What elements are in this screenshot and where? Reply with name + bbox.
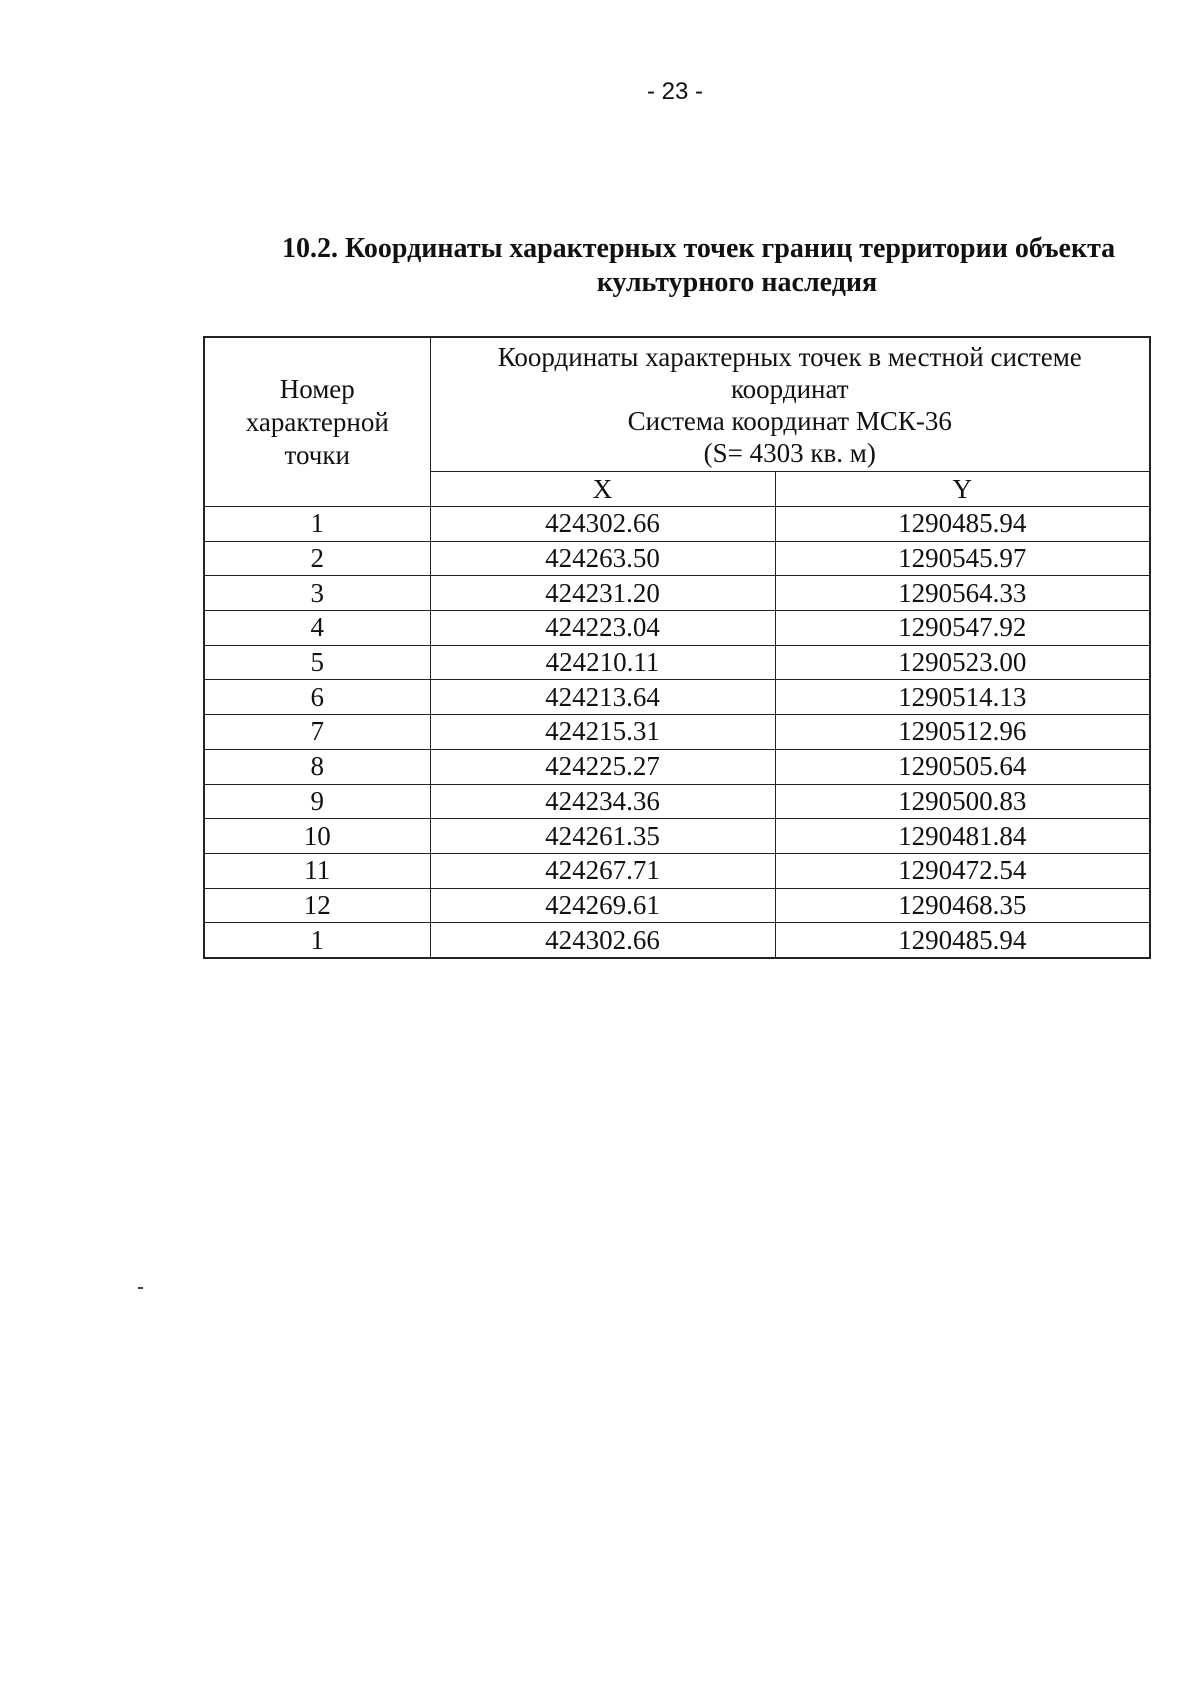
x-coordinate-cell: 424302.66	[430, 507, 775, 542]
point-number-cell: 4	[204, 611, 430, 646]
x-coordinate-cell: 424302.66	[430, 923, 775, 958]
table-row	[204, 611, 1150, 646]
header-point-line: характерной	[245, 406, 389, 437]
header-coordinates	[430, 337, 1150, 472]
heading-line-1: 10.2. Координаты характерных точек границ территории объекта	[282, 233, 1116, 264]
point-number-cell: 1	[204, 507, 430, 542]
y-coordinate-cell: 1290468.35	[775, 888, 1150, 923]
page-number: - 23 -	[646, 78, 703, 105]
y-coordinate-cell: 1290547.92	[775, 611, 1150, 646]
x-coordinate-cell: 424269.61	[430, 888, 775, 923]
x-coordinate-cell: 424261.35	[430, 819, 775, 854]
point-number-cell: 3	[204, 576, 430, 611]
point-number-cell: 11	[204, 853, 430, 888]
x-coordinate-cell: 424234.36	[430, 784, 775, 819]
y-coordinate-cell: 1290485.94	[775, 507, 1150, 542]
header-point-line: точки	[284, 439, 350, 470]
point-number-cell: 7	[204, 715, 430, 750]
header-coords-line: координат	[730, 373, 849, 404]
x-coordinate-cell: 424215.31	[430, 715, 775, 750]
y-coordinate-cell: 1290472.54	[775, 853, 1150, 888]
table-row	[204, 541, 1150, 576]
table-row	[204, 749, 1150, 784]
x-coordinate-cell: 424267.71	[430, 853, 775, 888]
point-number-cell: 2	[204, 541, 430, 576]
table-row	[204, 507, 1150, 542]
x-coordinate-cell: 424213.64	[430, 680, 775, 715]
header-coords-line: Координаты характерных точек в местной системе	[497, 341, 1082, 372]
x-coordinate-cell: 424263.50	[430, 541, 775, 576]
x-coordinate-cell: 424210.11	[430, 645, 775, 680]
y-coordinate-cell: 1290564.33	[775, 576, 1150, 611]
stray-mark	[138, 1287, 143, 1289]
x-coordinate-cell: 424231.20	[430, 576, 775, 611]
header-point-number	[204, 337, 430, 507]
point-number-cell: 5	[204, 645, 430, 680]
y-coordinate-cell: 1290512.96	[775, 715, 1150, 750]
y-coordinate-cell: 1290514.13	[775, 680, 1150, 715]
point-number-cell: 6	[204, 680, 430, 715]
header-y: Y	[775, 472, 1150, 507]
header-coords-line: Система координат МСК-36	[627, 405, 952, 436]
point-number-cell: 10	[204, 819, 430, 854]
y-coordinate-cell: 1290481.84	[775, 819, 1150, 854]
point-number-cell: 12	[204, 888, 430, 923]
point-number-cell: 8	[204, 749, 430, 784]
y-coordinate-cell: 1290485.94	[775, 923, 1150, 958]
table-row	[204, 819, 1150, 854]
x-coordinate-cell: 424223.04	[430, 611, 775, 646]
table-row	[204, 576, 1150, 611]
section-heading	[282, 232, 1162, 300]
table-row	[204, 680, 1150, 715]
table-row	[204, 645, 1150, 680]
y-coordinate-cell: 1290523.00	[775, 645, 1150, 680]
header-coords-line: (S= 4303 кв. м)	[703, 437, 876, 468]
table-row	[204, 888, 1150, 923]
table-row	[204, 923, 1150, 958]
y-coordinate-cell: 1290500.83	[775, 784, 1150, 819]
table-row	[204, 715, 1150, 750]
x-coordinate-cell: 424225.27	[430, 749, 775, 784]
y-coordinate-cell: 1290545.97	[775, 541, 1150, 576]
header-x: X	[430, 472, 775, 507]
point-number-cell: 9	[204, 784, 430, 819]
y-coordinate-cell: 1290505.64	[775, 749, 1150, 784]
table-row	[204, 784, 1150, 819]
coordinates-table	[203, 336, 1151, 959]
header-point-line: Номер	[279, 373, 355, 404]
table-row	[204, 853, 1150, 888]
heading-line-2: культурного наследия	[596, 267, 878, 298]
point-number-cell: 1	[204, 923, 430, 958]
